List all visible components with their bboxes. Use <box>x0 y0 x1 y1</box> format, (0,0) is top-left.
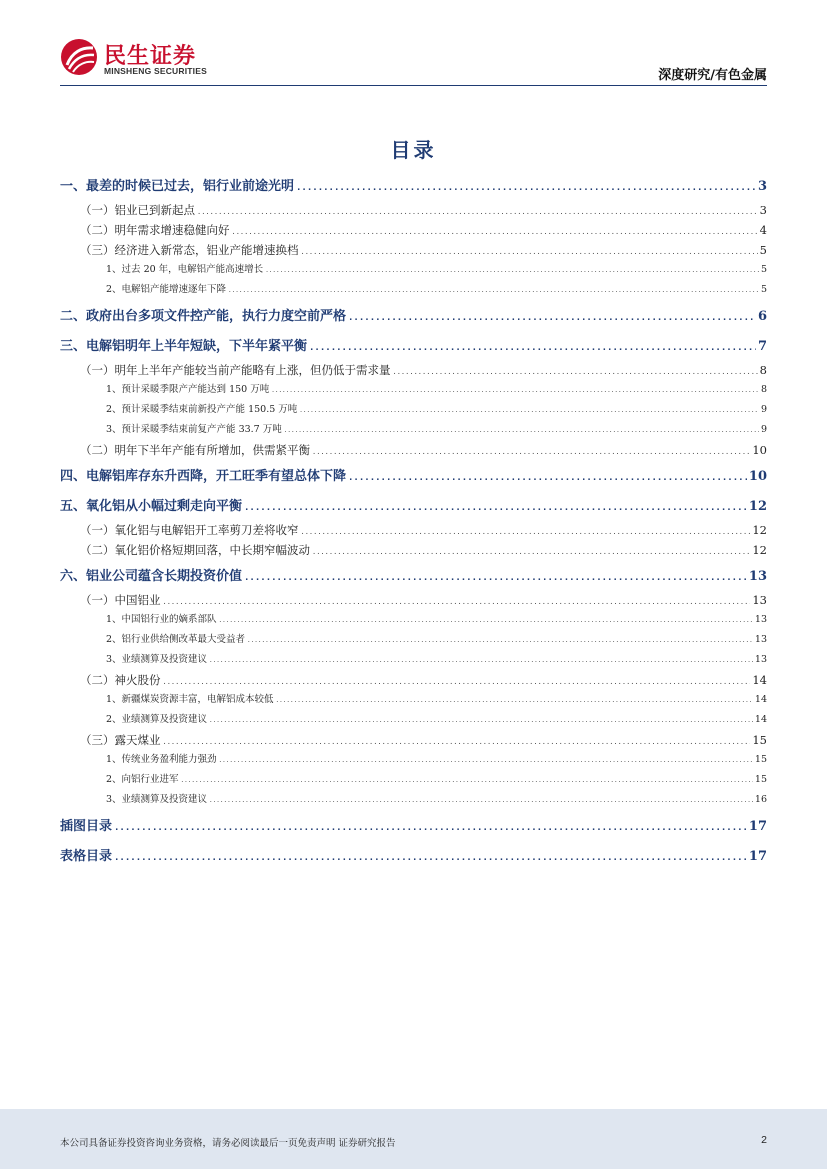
toc-entry-title: （二）明年需求增速稳健向好 <box>80 223 230 237</box>
toc-entry-title: 四、电解铝库存东升西降，开工旺季有望总体下降 <box>60 469 347 484</box>
toc-entry-level2[interactable] <box>60 360 767 380</box>
toc-entry-level3[interactable] <box>60 380 767 400</box>
toc-leader-dots <box>163 592 751 612</box>
toc-leader-dots <box>301 522 751 542</box>
toc-entry-title: 二、政府出台多项文件控产能，执行力度空前严格 <box>60 309 347 324</box>
toc-entry-page: 5 <box>760 284 767 295</box>
toc-entry-page: 7 <box>757 339 767 354</box>
toc-entry-title: 三、电解铝明年上半年短缺，下半年紧平衡 <box>60 339 308 354</box>
footer-disclaimer: 本公司具备证券投资咨询业务资格，请务必阅读最后一页免责声明 证券研究报告 <box>60 1138 396 1149</box>
logo-chinese-name: 民生证券 <box>104 44 197 69</box>
toc-entry-page: 15 <box>754 774 767 785</box>
toc-title: 目录 <box>390 138 437 162</box>
toc-entry-level3[interactable] <box>60 710 767 730</box>
toc-entry-title: （一）氧化铝与电解铝开工率剪刀差将收窄 <box>80 523 299 537</box>
toc-entry-page: 13 <box>754 614 767 625</box>
toc-entry-page: 17 <box>748 819 767 834</box>
toc-entry-page: 14 <box>754 714 767 725</box>
toc-entry-page: 12 <box>748 499 767 514</box>
toc-leader-dots <box>244 565 747 591</box>
toc-entry-level3[interactable] <box>60 400 767 420</box>
toc-entry-title: 3、业绩测算及投资建议 <box>106 654 208 665</box>
toc-entry-level3[interactable] <box>60 690 767 710</box>
toc-entry-title: 3、业绩测算及投资建议 <box>106 794 208 805</box>
toc-entry-title: 一、最差的时候已过去，铝行业前途光明 <box>60 179 295 194</box>
toc-entry-title: 插图目录 <box>60 819 113 834</box>
page-header <box>0 0 827 90</box>
toc-entry-level2[interactable] <box>60 670 767 690</box>
toc-entry-page: 9 <box>760 424 767 435</box>
toc-entry-title: 2、向铝行业进军 <box>106 774 179 785</box>
toc-leader-dots <box>284 421 759 441</box>
toc-entry-level3[interactable] <box>60 610 767 630</box>
toc-entry-level3[interactable] <box>60 630 767 650</box>
toc-entry-page: 3 <box>757 179 767 194</box>
toc-leader-dots <box>312 542 750 562</box>
toc-entry-level1[interactable] <box>60 464 767 490</box>
toc-entry-page: 3 <box>759 203 767 217</box>
toc-entry-title: 2、业绩测算及投资建议 <box>106 714 208 725</box>
toc-entry-page: 5 <box>759 243 767 257</box>
toc-entry-level2[interactable] <box>60 240 767 260</box>
table-of-contents <box>60 174 767 870</box>
logo-english-name: MINSHENG SECURITIES <box>104 66 207 76</box>
toc-entry-title: （三）露天煤业 <box>80 733 161 747</box>
toc-leader-dots <box>228 281 759 301</box>
toc-entry-level1[interactable] <box>60 814 767 840</box>
toc-entry-level3[interactable] <box>60 750 767 770</box>
toc-entry-page: 17 <box>748 849 767 864</box>
toc-entry-page: 16 <box>754 794 767 805</box>
toc-leader-dots <box>276 691 753 711</box>
toc-entry-level1[interactable] <box>60 334 767 360</box>
toc-leader-dots <box>301 242 758 262</box>
toc-entry-level1[interactable] <box>60 564 767 590</box>
toc-leader-dots <box>114 815 747 841</box>
toc-entry-page: 10 <box>752 443 767 457</box>
toc-entry-page: 13 <box>752 593 767 607</box>
toc-entry-level2[interactable] <box>60 220 767 240</box>
toc-entry-page: 6 <box>757 309 767 324</box>
toc-entry-title: （二）神火股份 <box>80 673 161 687</box>
toc-entry-page: 9 <box>760 404 767 415</box>
toc-entry-page: 8 <box>759 363 767 377</box>
toc-entry-level1[interactable] <box>60 494 767 520</box>
toc-entry-page: 13 <box>748 569 767 584</box>
toc-entry-level2[interactable] <box>60 440 767 460</box>
toc-entry-title: 1、过去 20 年，电解铝产能高速增长 <box>106 264 264 275</box>
toc-entry-level1[interactable] <box>60 304 767 330</box>
page-footer <box>0 1109 827 1169</box>
report-category: 深度研究/有色金属 <box>658 68 767 83</box>
toc-entry-title: 五、氧化铝从小幅过剩走向平衡 <box>60 499 243 514</box>
toc-entry-level3[interactable] <box>60 280 767 300</box>
toc-entry-page: 14 <box>752 673 767 687</box>
toc-leader-dots <box>247 631 753 651</box>
toc-entry-level3[interactable] <box>60 770 767 790</box>
toc-entry-page: 10 <box>748 469 767 484</box>
toc-entry-title: （一）明年上半年产能较当前产能略有上涨，但仍低于需求量 <box>80 363 391 377</box>
toc-leader-dots <box>219 611 753 631</box>
toc-leader-dots <box>348 305 756 331</box>
toc-entry-title: 1、中国铝行业的嫡系部队 <box>106 614 217 625</box>
toc-leader-dots <box>265 261 759 281</box>
toc-entry-level3[interactable] <box>60 790 767 810</box>
toc-leader-dots <box>114 845 747 871</box>
toc-leader-dots <box>209 711 753 731</box>
toc-entry-title: （二）明年下半年产能有所增加，供需紧平衡 <box>80 443 310 457</box>
toc-entry-level3[interactable] <box>60 650 767 670</box>
header-divider <box>60 85 767 86</box>
toc-leader-dots <box>393 362 758 382</box>
toc-entry-page: 12 <box>752 523 767 537</box>
toc-entry-title: 1、预计采暖季限产产能达到 150 万吨 <box>106 384 270 395</box>
toc-leader-dots <box>244 495 747 521</box>
toc-entry-title: 2、铝行业供给侧改革最大受益者 <box>106 634 246 645</box>
toc-entry-level2[interactable] <box>60 730 767 750</box>
toc-leader-dots <box>296 175 756 201</box>
toc-entry-title: （二）氧化铝价格短期回落，中长期窄幅波动 <box>80 543 310 557</box>
toc-entry-title: 1、传统业务盈利能力强劲 <box>106 754 217 765</box>
toc-entry-title: 表格目录 <box>60 849 113 864</box>
toc-leader-dots <box>209 791 753 811</box>
toc-leader-dots <box>163 672 751 692</box>
toc-entry-page: 8 <box>760 384 767 395</box>
toc-entry-page: 13 <box>754 654 767 665</box>
toc-leader-dots <box>299 401 759 421</box>
company-logo <box>60 38 220 80</box>
toc-entry-level2[interactable] <box>60 590 767 610</box>
toc-leader-dots <box>348 465 747 491</box>
toc-entry-title: （三）经济进入新常态，铝业产能增速换档 <box>80 243 299 257</box>
toc-entry-level3[interactable] <box>60 420 767 440</box>
toc-entry-level2[interactable] <box>60 520 767 540</box>
toc-entry-level1[interactable] <box>60 174 767 200</box>
toc-leader-dots <box>312 442 750 462</box>
minsheng-logo-icon <box>60 38 98 76</box>
toc-entry-page: 5 <box>760 264 767 275</box>
toc-leader-dots <box>181 771 753 791</box>
toc-leader-dots <box>271 381 759 401</box>
toc-leader-dots <box>163 732 751 752</box>
toc-entry-level1[interactable] <box>60 844 767 870</box>
toc-leader-dots <box>209 651 753 671</box>
toc-entry-page: 4 <box>759 223 767 237</box>
toc-entry-title: 2、电解铝产能增速逐年下降 <box>106 284 227 295</box>
toc-entry-level2[interactable] <box>60 200 767 220</box>
toc-entry-page: 15 <box>752 733 767 747</box>
toc-entry-title: 六、铝业公司蕴含长期投资价值 <box>60 569 243 584</box>
toc-entry-title: 2、预计采暖季结束前新投产产能 150.5 万吨 <box>106 404 298 415</box>
toc-entry-page: 15 <box>754 754 767 765</box>
toc-entry-title: （一）中国铝业 <box>80 593 161 607</box>
toc-entry-level2[interactable] <box>60 540 767 560</box>
toc-leader-dots <box>232 222 758 242</box>
page-number: 2 <box>761 1134 767 1146</box>
toc-entry-page: 14 <box>754 694 767 705</box>
toc-entry-page: 12 <box>752 543 767 557</box>
toc-leader-dots <box>309 335 756 361</box>
toc-entry-title: （一）铝业已到新起点 <box>80 203 195 217</box>
toc-leader-dots <box>197 202 758 222</box>
toc-entry-title: 1、新疆煤炭资源丰富，电解铝成本较低 <box>106 694 274 705</box>
toc-entry-title: 3、预计采暖季结束前复产产能 33.7 万吨 <box>106 424 282 435</box>
toc-entry-page: 13 <box>754 634 767 645</box>
toc-entry-level3[interactable] <box>60 260 767 280</box>
toc-leader-dots <box>219 751 753 771</box>
